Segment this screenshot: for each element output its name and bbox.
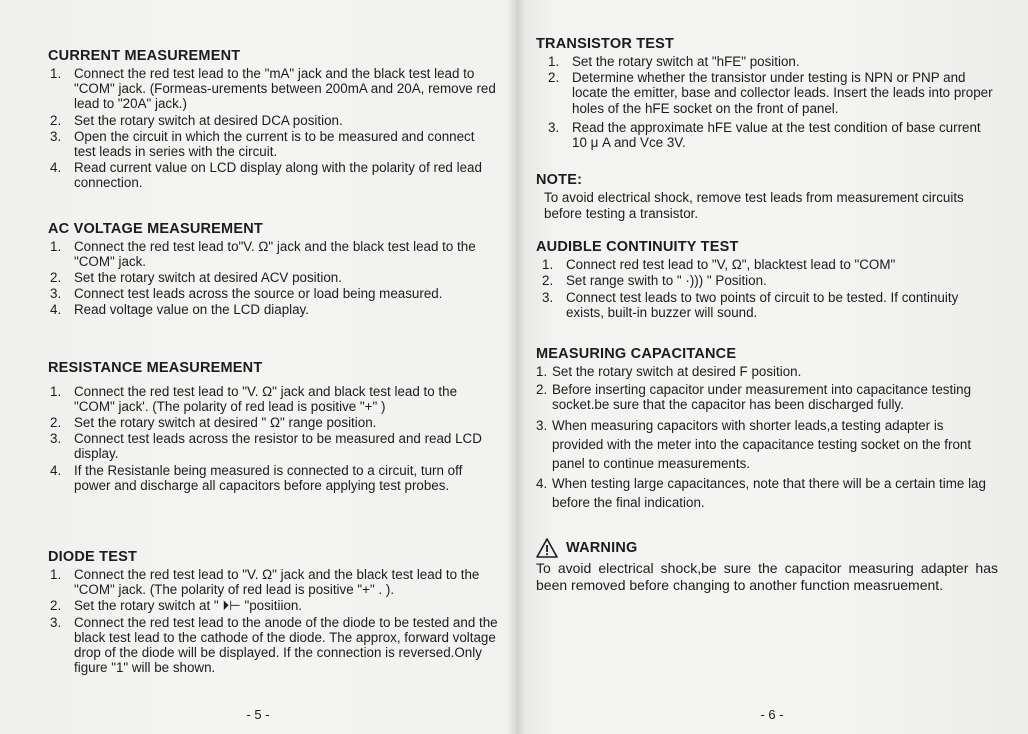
item-number: 3. bbox=[50, 128, 62, 144]
instruction-list bbox=[536, 257, 998, 320]
item-text: Connect test leads across the resistor to be measured and read LCD display. bbox=[74, 431, 482, 462]
item-text: Connect the red test lead to the "mA" jack and the black test lead to "COM" jack. (Formeas-urements between 200mA and 20A, remove red lead to "20A" jack.) bbox=[74, 66, 496, 112]
list-item bbox=[48, 129, 498, 159]
list-item bbox=[48, 160, 498, 190]
item-text: Set the rotary switch at "hFE" position. bbox=[572, 54, 800, 69]
list-item bbox=[536, 416, 998, 473]
instruction-list bbox=[48, 567, 498, 675]
list-item bbox=[540, 290, 998, 320]
page-number: - 6 - bbox=[760, 707, 784, 722]
item-number: 4. bbox=[50, 302, 62, 318]
list-item bbox=[536, 362, 998, 381]
list-item bbox=[48, 384, 498, 414]
diode-test-section bbox=[48, 549, 498, 675]
item-number: 3. bbox=[542, 289, 554, 305]
item-text: Determine whether the transistor under testing is NPN or PNP and locate the emitter, base and collector leads. Insert the leads into proper holes of the hFE socket on the front of panel. bbox=[572, 70, 993, 116]
list-item bbox=[48, 463, 498, 493]
list-item bbox=[546, 54, 998, 69]
section-heading: MEASURING CAPACITANCE bbox=[536, 346, 737, 363]
page-right bbox=[516, 0, 1028, 734]
item-number: 3. bbox=[548, 119, 560, 135]
list-item bbox=[48, 567, 498, 597]
item-text: Set the rotary switch at desired ACV position. bbox=[74, 270, 342, 286]
item-text: If the Resistanle being measured is connected to a circuit, turn off power and discharge all capacitors before applying test probes. bbox=[74, 462, 463, 493]
item-text: Read current value on LCD display along with the polarity of red lead connection. bbox=[74, 160, 482, 191]
item-number: 1. bbox=[542, 257, 554, 273]
item-text: Set the rotary switch at " ⏵⊢ "positiion. bbox=[74, 598, 303, 614]
warning-section bbox=[536, 538, 998, 594]
item-number: 1. bbox=[536, 364, 548, 380]
instruction-list bbox=[48, 239, 498, 318]
item-number: 1. bbox=[548, 54, 560, 69]
warning-heading: WARNING bbox=[566, 540, 638, 557]
warning-header bbox=[536, 538, 998, 558]
note-heading: NOTE: bbox=[536, 172, 583, 189]
note-section bbox=[536, 172, 998, 221]
list-item bbox=[48, 431, 498, 461]
list-item bbox=[48, 66, 498, 112]
list-item bbox=[48, 302, 498, 317]
item-text: Connect the red test lead to "V. Ω" jack and black test lead to the "COM" jack'. (The polarity of red lead is positive "+" ) bbox=[74, 383, 458, 414]
item-text: Set range swith to " ·))) " Position. bbox=[566, 273, 767, 289]
list-item bbox=[48, 270, 498, 285]
section-heading: DIODE TEST bbox=[48, 549, 138, 566]
item-text: Read the approximate hFE value at the test condition of base current 10 μ A and Vce 3V. bbox=[572, 119, 981, 151]
list-item bbox=[540, 257, 998, 272]
book-gutter bbox=[506, 0, 526, 734]
ac-voltage-section bbox=[48, 221, 498, 318]
item-text: Connect the red test lead to "V. Ω" jack and the black test lead to the "COM" jack. (The polarity of red lead is positive "+" . ). bbox=[74, 567, 480, 598]
item-number: 4. bbox=[50, 160, 62, 176]
list-item bbox=[546, 70, 998, 116]
page-number: - 5 - bbox=[246, 707, 270, 722]
item-number: 3. bbox=[50, 614, 62, 630]
list-item bbox=[48, 113, 498, 128]
warning-text: To avoid electrical shock,be sure the capacitor measuring adapter has been removed before changing to another function measruement. bbox=[536, 560, 998, 594]
item-text: Connect the red test lead to"V. Ω" jack and the black test lead to the "COM" jack. bbox=[74, 238, 476, 269]
item-number: 2. bbox=[548, 70, 560, 86]
list-item bbox=[48, 415, 498, 430]
item-number: 2. bbox=[50, 598, 62, 614]
item-text: Set the rotary switch at desired DCA position. bbox=[74, 112, 343, 128]
item-number: 3. bbox=[536, 418, 548, 434]
section-heading: AC VOLTAGE MEASUREMENT bbox=[48, 220, 263, 237]
continuity-test-section bbox=[536, 239, 998, 320]
section-heading: TRANSISTOR TEST bbox=[536, 36, 675, 52]
item-text: Connect test leads to two points of circuit to be tested. If continuity exists, built-in buzzer will sound. bbox=[566, 289, 959, 320]
section-heading: CURRENT MEASUREMENT bbox=[48, 48, 241, 64]
instruction-list bbox=[48, 66, 498, 191]
item-number: 1. bbox=[50, 238, 62, 254]
list-item bbox=[536, 474, 998, 512]
item-text: Connect the red test lead to the anode of the diode to be tested and the black test lead to the cathode of the diode. The approx, forward voltage drop of the diode will be displayed. If the connection is reversed.Only figure "1" will be shown. bbox=[74, 614, 498, 676]
note-text: To avoid electrical shock, remove test leads from measurement circuits before testing a transistor. bbox=[544, 190, 964, 221]
item-number: 2. bbox=[536, 382, 548, 398]
item-text: When measuring capacitors with shorter leads,a testing adapter is provided with the meter into the capacitance testing socket on the front panel to continue measurements. bbox=[552, 418, 972, 472]
item-number: 4. bbox=[50, 462, 62, 478]
warning-triangle-icon bbox=[536, 538, 558, 558]
list-item bbox=[546, 120, 998, 150]
instruction-list bbox=[536, 362, 998, 512]
item-text: Read voltage value on the LCD diaplay. bbox=[74, 302, 309, 318]
section-heading: AUDIBLE CONTINUITY TEST bbox=[536, 239, 739, 256]
item-text: Connect test leads across the source or load being measured. bbox=[74, 286, 443, 302]
section-heading: RESISTANCE MEASUREMENT bbox=[48, 359, 263, 376]
list-item bbox=[48, 598, 498, 613]
list-item bbox=[48, 615, 498, 676]
item-number: 1. bbox=[50, 383, 62, 399]
list-item bbox=[540, 273, 998, 288]
item-number: 3. bbox=[50, 431, 62, 447]
item-text: Before inserting capacitor under measurement into capacitance testing socket.be sure that the capacitor has been discharged fully. bbox=[552, 382, 972, 413]
item-text: Set the rotary switch at desired " Ω" range position. bbox=[74, 415, 377, 431]
list-item bbox=[48, 286, 498, 301]
transistor-test-section bbox=[536, 36, 998, 150]
item-number: 3. bbox=[50, 286, 62, 302]
item-number: 1. bbox=[50, 567, 62, 583]
instruction-list bbox=[48, 384, 498, 493]
capacitance-section bbox=[536, 346, 998, 512]
item-number: 1. bbox=[50, 66, 62, 81]
resistance-section bbox=[48, 360, 498, 493]
list-item bbox=[48, 239, 498, 269]
instruction-list bbox=[536, 54, 998, 150]
item-text: Set the rotary switch at desired F position. bbox=[552, 364, 802, 380]
item-number: 2. bbox=[50, 415, 62, 431]
item-text: Connect red test lead to "V, Ω", blacktest lead to "COM" bbox=[566, 257, 896, 273]
item-text: Open the circuit in which the current is to be measured and connect test leads in series with the circuit. bbox=[74, 128, 475, 160]
item-text: When testing large capacitances, note that there will be a certain time lag before the final indication. bbox=[552, 476, 986, 511]
item-number: 2. bbox=[50, 270, 62, 286]
list-item bbox=[536, 382, 998, 412]
current-measurement-section bbox=[48, 48, 498, 191]
item-number: 4. bbox=[536, 476, 548, 492]
item-number: 2. bbox=[50, 112, 62, 128]
item-number: 2. bbox=[542, 273, 554, 289]
